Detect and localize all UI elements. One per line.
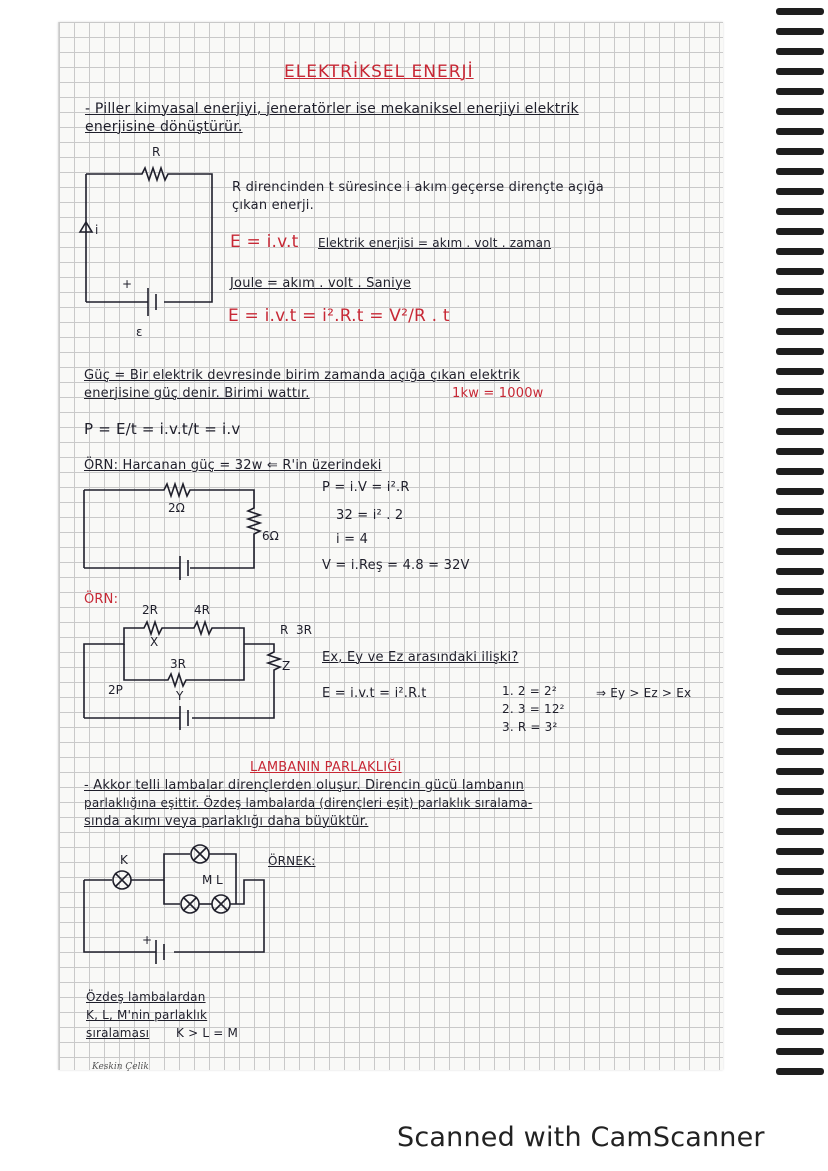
circuit-3-right-branch: [192, 644, 280, 718]
spiral-ring: [776, 308, 824, 315]
lamp-k-filament: [115, 873, 129, 887]
lamp-m-label: M: [202, 873, 213, 887]
energy-formula-expanded: E = i.v.t = i².R.t = V²/R . t: [228, 306, 450, 326]
circuit-2-wire: [84, 484, 260, 568]
spiral-ring: [776, 168, 824, 175]
joule-definition: Joule = akım . volt . Saniye: [230, 276, 412, 291]
power-formula: P = E/t = i.v.t/t = i.v: [84, 420, 241, 438]
spiral-ring: [776, 1008, 824, 1015]
resistor-x-label: X: [150, 635, 159, 649]
spiral-binding: [762, 0, 828, 1090]
spiral-ring: [776, 708, 824, 715]
spiral-ring: [776, 228, 824, 235]
lamp-line-2: parlaklığına eşittir. Özdeş lambalarda (dirençleri eşit) parlaklık sıralama-: [84, 796, 533, 810]
lamp-note-line-3: sıralaması: [86, 1026, 150, 1040]
energy-line-2: çıkan enerji.: [232, 198, 314, 213]
power-line-1: Güç = Bir elektrik devresinde birim zamanda açığa çıkan elektrik: [84, 368, 521, 383]
circuit-4-wire-e: [230, 880, 264, 938]
battery-2p-label: 2P: [108, 683, 123, 697]
spiral-ring: [776, 548, 824, 555]
signature: Keskin Çelik: [92, 1062, 149, 1072]
spiral-ring: [776, 388, 824, 395]
spiral-ring: [776, 888, 824, 895]
example-2-question: Ex, Ey ve Ez arasındaki ilişki?: [322, 650, 519, 665]
circuit-4-wire-f: [84, 880, 264, 952]
spiral-ring: [776, 188, 824, 195]
current-i-label: i: [95, 223, 99, 237]
spiral-ring: [776, 828, 824, 835]
spiral-ring: [776, 348, 824, 355]
spiral-ring: [776, 628, 824, 635]
example-1-step-3: i = 4: [336, 532, 369, 547]
spiral-ring: [776, 248, 824, 255]
circuit-3-top-branch: [84, 622, 244, 718]
lamp-example-label: ÖRNEK:: [268, 854, 316, 868]
spiral-ring: [776, 988, 824, 995]
resistor-6ohm-label: 6Ω: [262, 529, 279, 543]
spiral-ring: [776, 508, 824, 515]
spiral-ring: [776, 668, 824, 675]
intro-line-2: enerjisine dönüştürür.: [85, 119, 243, 135]
resistor-3r-z-label: 3R: [296, 623, 312, 637]
spiral-ring: [776, 468, 824, 475]
spiral-ring: [776, 108, 824, 115]
spiral-ring: [776, 488, 824, 495]
spiral-ring: [776, 448, 824, 455]
lamp-note-line-2: K, L, M'nin parlaklık: [86, 1008, 208, 1022]
lamp-section-heading: LAMBANIN PARLAKLIĞI: [250, 760, 402, 775]
power-unit-conversion: 1kw = 1000w: [452, 386, 544, 401]
circuit-diagram-3: [84, 600, 324, 740]
lamp-line-3: sında akımı veya parlaklığı daha büyüktür.: [84, 814, 369, 829]
example-2-table-row-1: 1. 2 = 2²: [502, 684, 557, 698]
lamp-line-1: - Akkor telli lambalar dirençlerden oluşur. Direncin gücü lambanın: [84, 778, 525, 793]
spiral-ring: [776, 568, 824, 575]
camscanner-watermark: Scanned with CamScanner: [397, 1122, 765, 1153]
spiral-ring: [776, 1048, 824, 1055]
example-1-step-2: 32 = i² . 2: [336, 508, 404, 523]
spiral-ring: [776, 8, 824, 15]
resistor-2ohm-label: 2Ω: [168, 501, 185, 515]
lamp-m1-filament: [183, 897, 197, 911]
example-2-table-row-3: 3. R = 3²: [502, 720, 558, 734]
spiral-ring: [776, 748, 824, 755]
spiral-ring: [776, 368, 824, 375]
resistor-2r-label: 2R: [142, 603, 158, 617]
spiral-ring: [776, 928, 824, 935]
spiral-ring: [776, 728, 824, 735]
lamp-answer: K > L = M: [176, 1026, 239, 1040]
example-2-result: ⇒ Ey > Ez > Ex: [596, 686, 692, 700]
circuit-diagram-2: [84, 476, 314, 582]
spiral-ring: [776, 848, 824, 855]
circuit-diagram-4: [84, 840, 264, 980]
circuit-4-wire-b: [131, 854, 190, 880]
spiral-ring: [776, 128, 824, 135]
spiral-ring: [776, 408, 824, 415]
resistor-r-z-label: R: [280, 623, 289, 637]
spiral-ring: [776, 1028, 824, 1035]
example-1-step-1: P = i.V = i².R: [322, 480, 410, 495]
spiral-ring: [776, 808, 824, 815]
spiral-ring: [776, 68, 824, 75]
spiral-ring: [776, 688, 824, 695]
spiral-ring: [776, 48, 824, 55]
spiral-ring: [776, 528, 824, 535]
spiral-ring: [776, 288, 824, 295]
spiral-ring: [776, 968, 824, 975]
resistor-z-label: Z: [282, 659, 291, 673]
spiral-ring: [776, 648, 824, 655]
spiral-ring: [776, 908, 824, 915]
lamp-note-line-1: Özdeş lambalardan: [86, 990, 206, 1004]
spiral-ring: [776, 148, 824, 155]
resistor-3r-label: 3R: [170, 657, 186, 671]
resistor-r-label: R: [152, 145, 161, 159]
example-1-step-4: V = i.Reş = 4.8 = 32V: [322, 558, 470, 573]
energy-line-1: R direncinden t süresince i akım geçerse dirençte açığa: [232, 180, 604, 195]
spiral-ring: [776, 28, 824, 35]
lamp-l-filament: [193, 847, 207, 861]
example-2-formula: E = i.v.t = i².R.t: [322, 686, 427, 701]
spiral-ring: [776, 608, 824, 615]
energy-formula: E = i.v.t: [230, 232, 299, 252]
example-2-table-row-2: 2. 3 = 12²: [502, 702, 565, 716]
page-title: ELEKTRİKSEL ENERJİ: [284, 62, 474, 82]
lamp-l-label: L: [216, 873, 223, 887]
spiral-ring: [776, 88, 824, 95]
energy-formula-description: Elektrik enerjisi = akım . volt . zaman: [318, 236, 552, 250]
spiral-ring: [776, 768, 824, 775]
spiral-ring: [776, 208, 824, 215]
spiral-ring: [776, 1068, 824, 1075]
circuit-1-top-wire: [86, 168, 212, 302]
resistor-y-label: Y: [176, 689, 184, 703]
spiral-ring: [776, 268, 824, 275]
spiral-ring: [776, 588, 824, 595]
lamp-k-label: K: [120, 853, 128, 867]
emf-label: ε: [136, 325, 143, 339]
spiral-ring: [776, 788, 824, 795]
battery-plus-label: +: [122, 277, 133, 291]
spiral-ring: [776, 428, 824, 435]
spiral-ring: [776, 328, 824, 335]
intro-line-1: - Piller kimyasal enerjiyi, jeneratörler ise mekaniksel enerjiyi elektrik: [85, 101, 579, 117]
example-2-heading: ÖRN:: [84, 592, 119, 607]
spiral-ring: [776, 868, 824, 875]
spiral-ring: [776, 948, 824, 955]
power-line-2: enerjisine güç denir. Birimi wattır.: [84, 386, 310, 401]
battery-4-plus-label: +: [142, 933, 153, 947]
resistor-4r-label: 4R: [194, 603, 210, 617]
circuit-diagram-1: [70, 140, 230, 340]
lamp-m2-filament: [214, 897, 228, 911]
example-1-heading: ÖRN: Harcanan güç = 32w ⇐ R'in üzerindeki: [84, 458, 382, 473]
